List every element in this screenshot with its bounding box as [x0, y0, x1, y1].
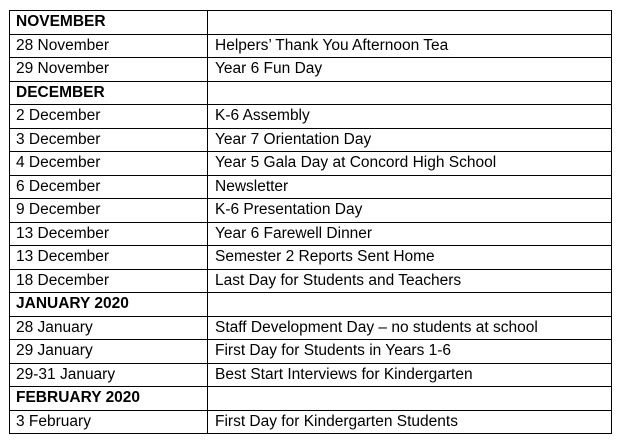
event-row: [10, 316, 612, 340]
event-description: Last Day for Students and Teachers: [208, 269, 612, 293]
event-description: Best Start Interviews for Kindergarten: [208, 363, 612, 387]
event-description: Year 7 Orientation Day: [208, 128, 612, 152]
event-date: 2 December: [10, 105, 208, 129]
event-date: 29 January: [10, 340, 208, 364]
calendar-table: [9, 10, 612, 434]
empty-cell: [208, 293, 612, 317]
month-header-row: [10, 293, 612, 317]
event-date: 13 December: [10, 246, 208, 270]
event-row: [10, 105, 612, 129]
event-description: K-6 Assembly: [208, 105, 612, 129]
event-description: Helpers’ Thank You Afternoon Tea: [208, 34, 612, 58]
event-description: Year 6 Fun Day: [208, 58, 612, 82]
event-row: [10, 152, 612, 176]
event-date: 13 December: [10, 222, 208, 246]
empty-cell: [208, 387, 612, 411]
event-date: 18 December: [10, 269, 208, 293]
month-label: DECEMBER: [10, 81, 208, 105]
event-row: [10, 269, 612, 293]
event-description: Staff Development Day – no students at school: [208, 316, 612, 340]
event-date: 29 November: [10, 58, 208, 82]
event-row: [10, 34, 612, 58]
month-header-row: [10, 81, 612, 105]
event-date: 28 November: [10, 34, 208, 58]
event-date: 3 February: [10, 410, 208, 434]
event-row: [10, 363, 612, 387]
event-date: 4 December: [10, 152, 208, 176]
month-label: JANUARY 2020: [10, 293, 208, 317]
event-row: [10, 246, 612, 270]
event-date: 28 January: [10, 316, 208, 340]
event-row: [10, 340, 612, 364]
event-description: Year 6 Farewell Dinner: [208, 222, 612, 246]
event-row: [10, 175, 612, 199]
month-header-row: [10, 387, 612, 411]
empty-cell: [208, 81, 612, 105]
event-description: Semester 2 Reports Sent Home: [208, 246, 612, 270]
empty-cell: [208, 11, 612, 35]
event-row: [10, 199, 612, 223]
event-row: [10, 128, 612, 152]
event-row: [10, 58, 612, 82]
calendar-body: [10, 11, 612, 434]
event-description: Year 5 Gala Day at Concord High School: [208, 152, 612, 176]
month-label: FEBRUARY 2020: [10, 387, 208, 411]
event-date: 29-31 January: [10, 363, 208, 387]
event-row: [10, 222, 612, 246]
event-date: 3 December: [10, 128, 208, 152]
event-date: 9 December: [10, 199, 208, 223]
event-description: First Day for Students in Years 1-6: [208, 340, 612, 364]
month-label: NOVEMBER: [10, 11, 208, 35]
event-description: Newsletter: [208, 175, 612, 199]
event-date: 6 December: [10, 175, 208, 199]
event-row: [10, 410, 612, 434]
event-description: First Day for Kindergarten Students: [208, 410, 612, 434]
event-description: K-6 Presentation Day: [208, 199, 612, 223]
month-header-row: [10, 11, 612, 35]
